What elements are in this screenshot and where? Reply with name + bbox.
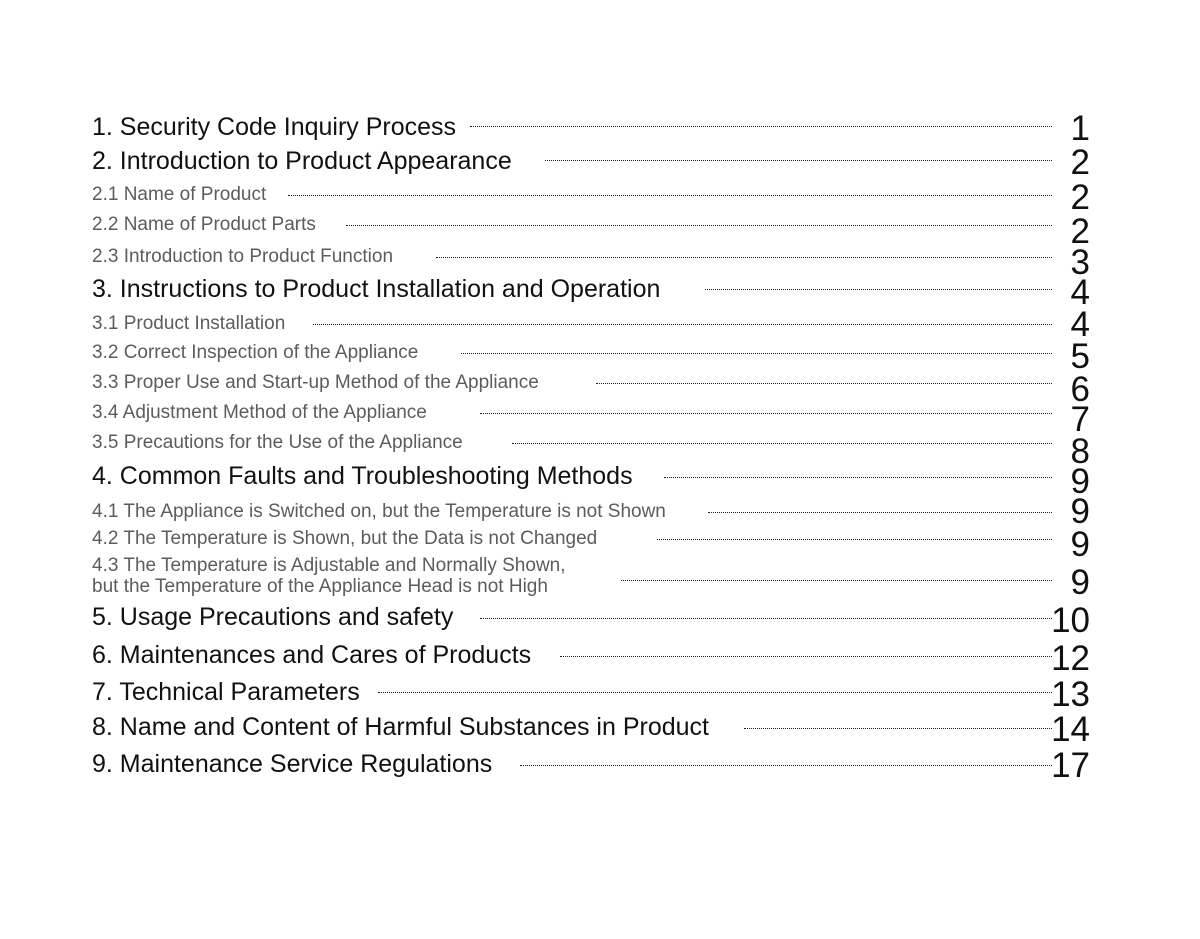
toc-entry-title: 5. Usage Precautions and safety (92, 603, 454, 631)
toc-leader-dots (621, 580, 1052, 581)
toc-leader-dots (470, 126, 1052, 127)
toc-entry-title: 3.2 Correct Inspection of the Appliance (92, 342, 419, 363)
toc-entry-page: 2 (1070, 178, 1090, 217)
toc-entry-page: 10 (1051, 601, 1090, 640)
toc-entry-page: 5 (1070, 337, 1090, 376)
toc-entry-page: 8 (1070, 432, 1090, 471)
toc-entry-title: 3.3 Proper Use and Start-up Method of the Appliance (92, 372, 539, 393)
toc-entry-title: 3.1 Product Installation (92, 313, 286, 334)
toc-leader-dots (346, 225, 1052, 226)
toc-entry-title: 6. Maintenances and Cares of Products (92, 641, 532, 669)
toc-entry-page: 12 (1051, 639, 1090, 678)
toc-leader-dots (436, 257, 1052, 258)
toc-leader-dots (461, 353, 1052, 354)
toc-entry-page: 9 (1070, 492, 1090, 531)
toc-entry-page: 13 (1051, 675, 1090, 714)
toc-entry-title: 9. Maintenance Service Regulations (92, 750, 493, 778)
toc-entry-title: 4.1 The Appliance is Switched on, but the Temperature is not Shown (92, 501, 666, 522)
toc-entry-title: 2.1 Name of Product (92, 184, 267, 205)
toc-leader-dots (657, 539, 1052, 540)
toc-entry-title: 3.5 Precautions for the Use of the Appliance (92, 432, 463, 453)
toc-leader-dots (705, 289, 1052, 290)
toc-entry-title: 4. Common Faults and Troubleshooting Methods (92, 462, 633, 490)
toc-entry-page: 4 (1070, 273, 1090, 312)
toc-leader-dots (545, 160, 1052, 161)
toc-leader-dots (378, 692, 1052, 693)
toc-entry-title: 2.3 Introduction to Product Function (92, 246, 394, 267)
toc-entry-page: 9 (1070, 462, 1090, 501)
toc-leader-dots (596, 383, 1052, 384)
toc-entry-page: 14 (1051, 710, 1090, 749)
toc-entry-page: 9 (1070, 525, 1090, 564)
toc-leader-dots (664, 477, 1052, 478)
toc-leader-dots (512, 443, 1052, 444)
toc-entry-page: 4 (1070, 305, 1090, 344)
toc-entry-page: 2 (1070, 212, 1090, 251)
toc-leader-dots (520, 765, 1052, 766)
toc-entry-title: 2.2 Name of Product Parts (92, 214, 316, 235)
toc-leader-dots (560, 656, 1052, 657)
toc-leader-dots (480, 618, 1052, 619)
toc-entry-page: 17 (1051, 746, 1090, 785)
toc-entry-title: 4.2 The Temperature is Shown, but the Data is not Changed (92, 528, 598, 549)
toc-entry-title: 3. Instructions to Product Installation and Operation (92, 275, 661, 303)
toc-entry-title: 8. Name and Content of Harmful Substances in Product (92, 713, 709, 741)
toc-entry-page: 9 (1070, 563, 1090, 602)
toc-leader-dots (744, 728, 1052, 729)
toc-leader-dots (708, 512, 1052, 513)
toc-entry-page: 7 (1070, 400, 1090, 439)
toc-entry-page: 1 (1070, 109, 1090, 148)
toc-entry-title: 7. Technical Parameters (92, 678, 360, 706)
toc-entry-title: 4.3 The Temperature is Adjustable and Normally Shown, but the Temperature of the Appliance Head is not High (92, 555, 566, 597)
toc-entry-title: 3.4 Adjustment Method of the Appliance (92, 402, 427, 423)
toc-leader-dots (480, 413, 1052, 414)
toc-leader-dots (313, 324, 1052, 325)
toc-entry-title: 2. Introduction to Product Appearance (92, 147, 512, 175)
toc-entry-page: 6 (1070, 370, 1090, 409)
toc-leader-dots (288, 195, 1052, 196)
toc-entry-title: 1. Security Code Inquiry Process (92, 113, 457, 141)
toc-entry-page: 2 (1070, 143, 1090, 182)
toc-entry-page: 3 (1070, 243, 1090, 282)
